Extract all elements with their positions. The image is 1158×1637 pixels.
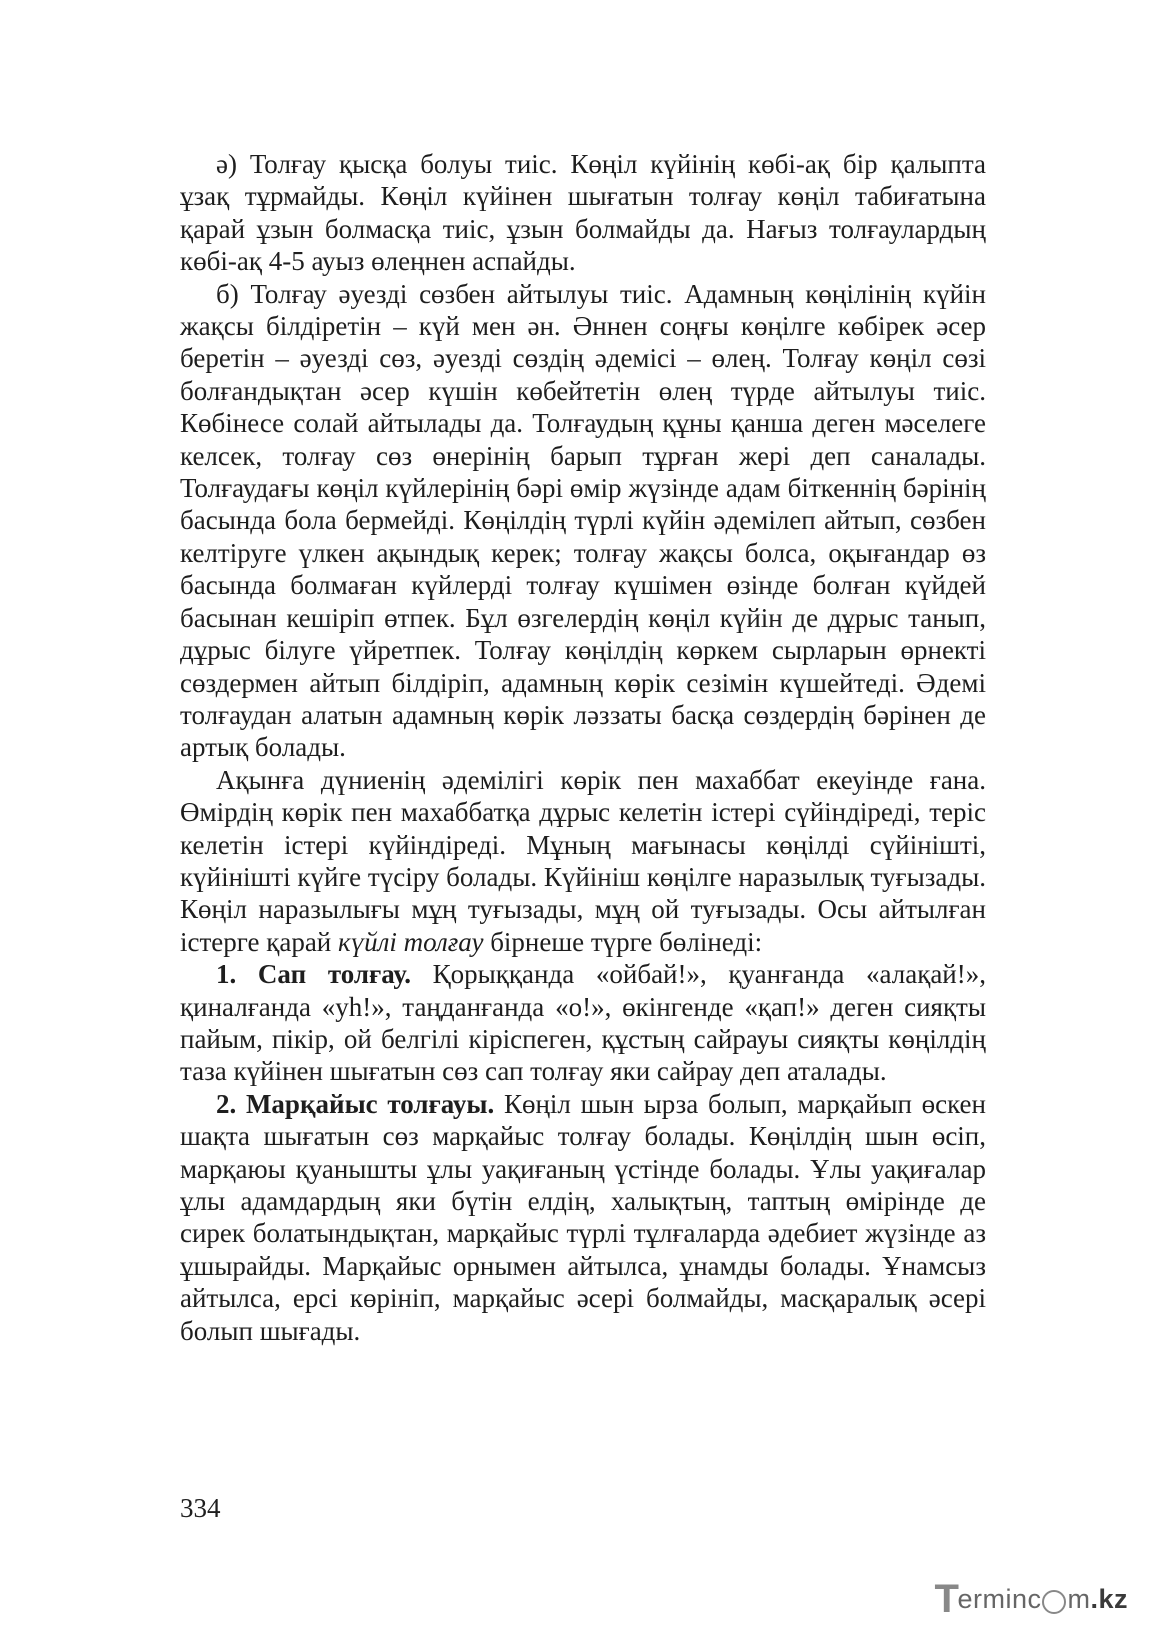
watermark-text-start: erminc: [957, 1583, 1042, 1614]
paragraph: [180, 764, 986, 958]
paragraph-text: Көңіл шын ырза болып, марқайып өскен шақта шығатын сөз марқайыс толғау болады. Көңілдің шын өсіп, марқаюы қуанышты ұлы уақиғаның үстінде болады. Ұлы уақиғалар ұлы адамдардың яки бүтін елдің, халықтың, таптың өмірінде де сирек болатындықтан, марқайыс түрлі тұлғаларда әдебиет жүзінде аз ұшырайды. Марқайыс орнымен айтылса, ұнамды болады. Ұнамсыз айтылса, ерсі көрініп, марқайыс әсері болмайды, масқаралық әсері болып шығады.: [180, 1088, 986, 1346]
paragraph: [180, 1088, 986, 1347]
page-number: 334: [180, 1493, 221, 1523]
section-heading: 1. Сап толғау.: [216, 959, 411, 990]
paragraph-text: б) Толғау әуезді сөзбен айтылуы тиіс. Адамның көңілінің күйін жақсы білдіретін – күй мен ән. Әннен соңғы көңілге көбірек әсер беретін – әуезді сөз, әуезді сөздің әдемісі – өлең. Толғау көңіл сөзі болғандықтан әсер күшін көбейтетін өлең түрде айтылуы тиіс. Көбінесе солай айтылады да. Толғаудың құны қанша деген мәселеге келсек, толғау сөз өнерінің барып тұрған жері деп саналады. Толғаудағы көңіл күйлерінің бәрі өмір жүзінде адам біткеннің бәрінің басында бола бермейді. Көңілдің түрлі күйін әдемілеп айтып, сөзбен келтіруге үлкен ақындық керек; толғау жақсы болса, оқығандар өз басында болмаған күйлерді толғау күшімен өзінде болған күйдей басынан кешіріп өтпек. Бұл өзгелердің көңіл күйін де дұрыс танып, дұрыс білуге үйретпек. Толғау көңілдің көркем сырларын өрнекті сөздермен айтып білдіріп, адамның көрік сезімін күшейтеді. Әдемі толғаудан алатын адамның көрік ләззаты басқа сөздердің бәрінен де артық болады.: [180, 278, 986, 763]
paragraph: [180, 148, 986, 278]
body-text: [180, 148, 986, 1347]
watermark-letter-t: T: [934, 1576, 960, 1621]
watermark-text-end: m: [1067, 1583, 1091, 1614]
paragraph-text: ә) Толғау қысқа болуы тиіс. Көңіл күйінің көбі-ақ бір қалыпта ұзақ тұрмайды. Көңіл күйінен шығатын толғау көңіл табиғатына қарай ұзын болмасқа тиіс, ұзын болмайды да. Нағыз толғаулардың көбі-ақ 4-5 ауыз өлеңнен аспайды.: [180, 149, 986, 277]
paragraph: [180, 278, 986, 764]
watermark-domain: .kz: [1090, 1583, 1128, 1614]
paragraph: [180, 958, 986, 1088]
watermark-logo: [935, 1577, 1128, 1621]
magnifier-o-icon: [1042, 1590, 1066, 1614]
section-heading: 2. Марқайыс толғауы.: [216, 1088, 495, 1119]
paragraph-text: Қорыққанда «ойбай!», қуанғанда «алақай!», қиналғанда «уһ!», таңданғанда «о!», өкінгенде «қап!» деген сияқты пайым, пікір, ой белгілі кіріспеген, құстың сайрауы сияқты көңілдің таза күйінен шығатын сөз сап толғау яки сайрау деп аталады.: [180, 959, 987, 1087]
emphasis-text: күйлі толғау: [338, 926, 484, 957]
paragraph-text: Ақынға дүниенің әдемілігі көрік пен махаббат екеуінде ғана. Өмірдің көрік пен махаббатқа дұрыс келетін істері сүйіндіреді, теріс келетін істері күйіндіреді. Мұның мағынасы көңілді сүйінішті, күйінішті күйге түсіру болады. Күйініш көңілге наразылық туғызады. Көңіл наразылығы мұң туғызады, мұң ой туғызады. Осы айтылған істерге қарай: [180, 764, 986, 957]
paragraph-text: бірнеше түрге бөлінеді:: [483, 926, 763, 957]
